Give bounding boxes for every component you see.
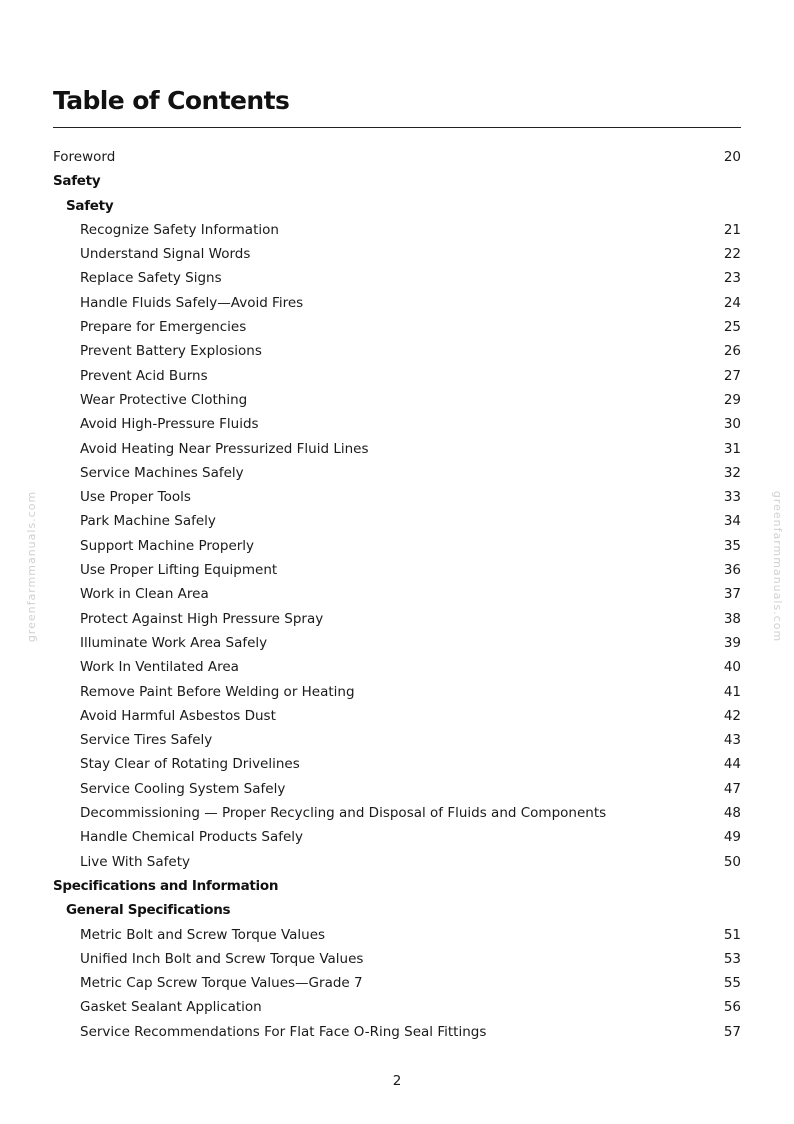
toc-entry[interactable] xyxy=(53,582,741,606)
toc-entry-page-number: 57 xyxy=(723,1023,741,1040)
toc-entry-label: Avoid High-Pressure Fluids xyxy=(80,416,259,433)
toc-entry-label: Gasket Sealant Application xyxy=(80,999,262,1016)
toc-entry-label: Work In Ventilated Area xyxy=(80,659,239,676)
toc-entry[interactable] xyxy=(53,728,741,752)
toc-entry-page-number: 48 xyxy=(723,805,741,822)
toc-entry[interactable] xyxy=(53,266,741,290)
toc-entry-page-number: 34 xyxy=(723,513,741,530)
toc-entry-page-number: 47 xyxy=(723,780,741,797)
toc-entry[interactable] xyxy=(53,995,741,1019)
toc-entry-label: Illuminate Work Area Safely xyxy=(80,634,268,651)
toc-entry-page-number: 51 xyxy=(723,926,741,943)
table-of-contents xyxy=(53,145,741,1044)
toc-entry-page-number: 25 xyxy=(723,319,741,336)
toc-entry-page-number: 32 xyxy=(723,464,741,481)
toc-entry-page-number: 50 xyxy=(723,853,741,870)
toc-entry-label: Safety xyxy=(53,173,101,190)
toc-entry-label: Service Machines Safely xyxy=(80,464,244,481)
toc-entry-label: Metric Bolt and Screw Torque Values xyxy=(80,926,326,943)
toc-entry-label: Understand Signal Words xyxy=(80,246,251,263)
toc-section-heading xyxy=(53,898,741,922)
toc-entry[interactable] xyxy=(53,850,741,874)
toc-entry-page-number: 31 xyxy=(723,440,741,457)
toc-entry-label: Protect Against High Pressure Spray xyxy=(80,610,324,627)
toc-entry-label: Prevent Battery Explosions xyxy=(80,343,262,360)
toc-entry-label: Work in Clean Area xyxy=(80,586,209,603)
toc-entry-label: Unified Inch Bolt and Screw Torque Values xyxy=(80,950,364,967)
toc-entry-page-number: 33 xyxy=(723,489,741,506)
toc-entry-label: Decommissioning — Proper Recycling and Disposal of Fluids and Components xyxy=(80,805,607,822)
toc-entry[interactable] xyxy=(53,388,741,412)
toc-section-heading xyxy=(53,194,741,218)
toc-entry-page-number: 21 xyxy=(723,221,741,238)
toc-entry-label: Live With Safety xyxy=(80,853,190,870)
toc-entry[interactable] xyxy=(53,923,741,947)
toc-entry-page-number: 42 xyxy=(723,707,741,724)
toc-entry[interactable] xyxy=(53,680,741,704)
toc-entry-label: Replace Safety Signs xyxy=(80,270,222,287)
toc-entry-label: Metric Cap Screw Torque Values—Grade 7 xyxy=(80,975,363,992)
toc-entry-label: Recognize Safety Information xyxy=(80,221,279,238)
toc-entry[interactable] xyxy=(53,801,741,825)
toc-entry-page-number: 56 xyxy=(723,999,741,1016)
toc-entry-label: Avoid Harmful Asbestos Dust xyxy=(80,707,276,724)
toc-entry-page-number: 41 xyxy=(723,683,741,700)
toc-entry-label: Handle Fluids Safely—Avoid Fires xyxy=(80,294,304,311)
toc-entry[interactable] xyxy=(53,461,741,485)
toc-entry[interactable] xyxy=(53,534,741,558)
toc-entry-page-number: 37 xyxy=(723,586,741,603)
toc-entry[interactable] xyxy=(53,655,741,679)
toc-entry-label: Stay Clear of Rotating Drivelines xyxy=(80,756,300,773)
toc-entry-label: Use Proper Tools xyxy=(80,489,191,506)
toc-entry-page-number: 23 xyxy=(723,270,741,287)
toc-entry-page-number: 24 xyxy=(723,294,741,311)
toc-entry-label: Specifications and Information xyxy=(53,877,279,894)
toc-entry[interactable] xyxy=(53,971,741,995)
toc-entry[interactable] xyxy=(53,315,741,339)
toc-entry-page-number: 30 xyxy=(723,416,741,433)
toc-entry-page-number: 36 xyxy=(723,562,741,579)
toc-section-heading xyxy=(53,169,741,193)
toc-entry[interactable] xyxy=(53,777,741,801)
toc-entry-page-number: 43 xyxy=(723,732,741,749)
toc-entry[interactable] xyxy=(53,145,741,169)
toc-entry-label: Park Machine Safely xyxy=(80,513,216,530)
watermark-left: greenfarmmanuals.com xyxy=(25,490,39,643)
watermark-right: greenfarmmanuals.com xyxy=(771,490,785,643)
toc-entry[interactable] xyxy=(53,437,741,461)
toc-entry-page-number: 40 xyxy=(723,659,741,676)
toc-entry[interactable] xyxy=(53,1020,741,1044)
toc-entry[interactable] xyxy=(53,509,741,533)
toc-section-heading xyxy=(53,874,741,898)
toc-entry-label: Handle Chemical Products Safely xyxy=(80,829,304,846)
toc-entry-page-number: 22 xyxy=(723,246,741,263)
toc-entry-label: Prepare for Emergencies xyxy=(80,319,247,336)
toc-entry[interactable] xyxy=(53,242,741,266)
toc-entry-page-number: 26 xyxy=(723,343,741,360)
toc-entry-label: Service Tires Safely xyxy=(80,732,213,749)
toc-entry[interactable] xyxy=(53,291,741,315)
toc-entry[interactable] xyxy=(53,752,741,776)
toc-entry-page-number: 49 xyxy=(723,829,741,846)
toc-entry[interactable] xyxy=(53,947,741,971)
toc-entry-label: Service Recommendations For Flat Face O-Ring Seal Fittings xyxy=(80,1023,487,1040)
toc-entry-page-number: 20 xyxy=(723,149,741,165)
title-divider xyxy=(53,127,741,128)
toc-entry-label: Foreword xyxy=(53,149,116,165)
toc-entry[interactable] xyxy=(53,825,741,849)
toc-entry[interactable] xyxy=(53,631,741,655)
toc-entry-label: Use Proper Lifting Equipment xyxy=(80,562,278,579)
toc-entry-page-number: 35 xyxy=(723,537,741,554)
toc-entry-page-number: 55 xyxy=(723,975,741,992)
page-title: Table of Contents xyxy=(53,86,290,115)
toc-entry-page-number: 29 xyxy=(723,391,741,408)
toc-entry[interactable] xyxy=(53,412,741,436)
toc-entry[interactable] xyxy=(53,704,741,728)
toc-entry-label: Prevent Acid Burns xyxy=(80,367,208,384)
toc-entry-label: Avoid Heating Near Pressurized Fluid Lines xyxy=(80,440,369,457)
toc-entry-page-number: 53 xyxy=(723,950,741,967)
toc-entry[interactable] xyxy=(53,607,741,631)
toc-entry[interactable] xyxy=(53,485,741,509)
toc-entry-page-number: 39 xyxy=(723,634,741,651)
toc-entry-label: Wear Protective Clothing xyxy=(80,391,248,408)
toc-entry-label: General Specifications xyxy=(66,902,231,919)
toc-entry[interactable] xyxy=(53,558,741,582)
toc-entry-label: Service Cooling System Safely xyxy=(80,780,286,797)
toc-entry[interactable] xyxy=(53,364,741,388)
toc-entry-page-number: 38 xyxy=(723,610,741,627)
toc-entry-page-number: 44 xyxy=(723,756,741,773)
toc-entry[interactable] xyxy=(53,218,741,242)
toc-entry-label: Remove Paint Before Welding or Heating xyxy=(80,683,355,700)
toc-entry-label: Support Machine Properly xyxy=(80,537,255,554)
toc-entry-page-number: 27 xyxy=(723,367,741,384)
page-number: 2 xyxy=(392,1073,402,1089)
toc-entry-label: Safety xyxy=(66,197,114,214)
toc-entry[interactable] xyxy=(53,339,741,363)
